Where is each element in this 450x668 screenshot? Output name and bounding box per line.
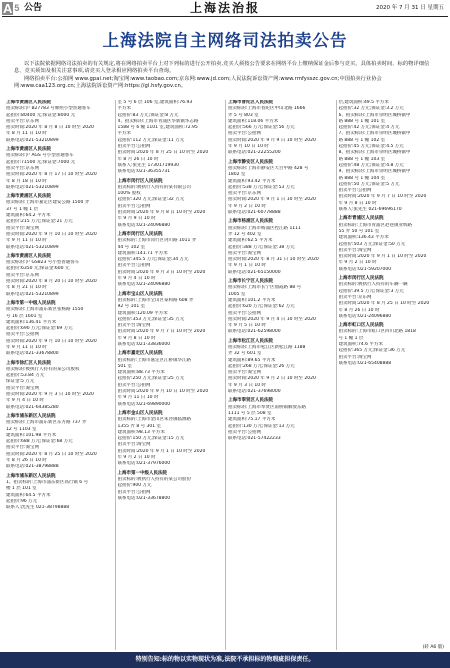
notice-line: 拍卖平台:京东网 — [6, 118, 40, 124]
page-letter: A — [3, 1, 13, 16]
notice-line: 路 888 号 1 幢 103 室 — [338, 156, 386, 162]
notice-line: 拍卖时间:2020 年 9 月 7 日 10 时至 2020 — [117, 329, 206, 335]
notice-line: 拍卖标的:上海市宝山区泰和路 608 弄 — [117, 297, 194, 303]
notice-columns — [4, 100, 446, 650]
notice-line: 楼 1 层 101 室 — [6, 486, 37, 492]
auction-notice — [6, 361, 113, 411]
auction-notice — [6, 474, 113, 512]
notice-line: 拍卖平台:公拍网 — [117, 382, 151, 388]
notice-line: 建筑面积:120.09 平方米 — [117, 310, 168, 316]
notice-line: 路 888 号 1 幢 102 室 — [338, 137, 386, 143]
notice-line: 拍卖平台:淘宝网 — [338, 354, 372, 360]
notice-line: 起拍价:690 万元;保证金:69 万元 — [6, 326, 73, 332]
notice-line: 拍卖标的:被执行人持有的车辆一辆 — [338, 282, 408, 288]
notice-line: 44 号 102 室 — [117, 244, 146, 250]
auction-notice — [118, 232, 224, 289]
notice-line: 拍卖标的:上海市嘉定区建安公路 1500 弄 — [6, 200, 90, 206]
court-name: 上海市第一中级人民法院 — [117, 470, 167, 476]
notice-line: 联系电话:021-65150000 — [228, 269, 281, 275]
auction-notice — [118, 100, 224, 176]
notice-line: 层,建筑面积:49.5 平方米 — [338, 100, 389, 105]
page-title: 上海法院自主网络司法拍卖公告 — [102, 31, 348, 50]
notice-line: 路 888 号 1 幢 104 室 — [338, 175, 386, 181]
notice-line: 建筑面积:64.5 平方米 — [6, 492, 51, 498]
notice-line: 起拍价:353 万元;保证金:35 万元 — [117, 316, 185, 322]
notice-line: 建筑面积:101.98 平方米 — [6, 432, 57, 438]
court-name: 上海市普陀区人民法院 — [228, 100, 273, 105]
notice-line: 1111 号 5 层 508 室 — [228, 410, 272, 416]
notice-line: 7、拍卖标的:上海市崇明区城桥镇中 — [338, 131, 411, 137]
notice-line: 起拍价:900 万元 — [117, 483, 152, 489]
notice-line: 起拍价:45 万元;保证金:4.5 万元 — [338, 144, 404, 150]
notice-line: 号 1 幢 1 层 — [338, 335, 364, 341]
notice-line: 年 9 月 10 日 10 时 — [228, 144, 269, 150]
court-name: 上海市青浦区人民法院 — [338, 216, 384, 222]
notice-line: 拍卖平台:公拍网 — [228, 310, 262, 316]
notice-line: 拍卖时间:2020 年 9 月 9 日 10 时至 2020 — [228, 137, 316, 143]
notice-line: 联系电话:021-64385280 — [6, 404, 59, 410]
notice-line: 起拍价:39.5 万元;保证金:3 万元 — [338, 288, 404, 294]
notice-line: 年 8 月 26 日 10 时 — [117, 156, 159, 162]
notice-line: 拍卖平台:京东网 — [6, 165, 40, 171]
notice-line: 年 9 月 8 日 10 时 — [338, 200, 377, 206]
notice-line: 拍卖标的:上海市静安区天目中路 428 号 — [228, 165, 309, 171]
auction-notice — [6, 301, 113, 358]
notice-line: 起拍价:96 万元 — [6, 498, 38, 504]
notice-line: 拍卖时间:2020 年 9 月 10 日 10 时至 2020 — [117, 389, 209, 395]
court-name: 上海市浦东新区人民法院 — [6, 473, 56, 479]
auction-notice — [228, 100, 334, 157]
notice-line: 拍卖时间:2020 年 9 月 3 日 10 时至 2020 — [117, 269, 206, 275]
notice-line: 起拍价:345.5 万元;保证金:34 万元 — [117, 257, 189, 263]
notice-line: 年 9 月 11 日 10 时 — [6, 238, 47, 244]
notice-line: 4、拍卖标的:上海市青浦区华新镇华志路 — [117, 118, 199, 124]
notice-line: 建筑面积:136.43 平方米 — [338, 235, 389, 241]
notice-line: 起拍价:83 万元;保证金:8 万元 — [117, 112, 179, 118]
notice-line: 9、拍卖标的:上海市崇明区城桥镇中 — [338, 169, 411, 175]
court-name: 上海市宝山区人民法院 — [117, 291, 163, 297]
notice-line: 建筑面积:118.06 平方米 — [228, 118, 279, 124]
notice-line: 12 号 1103 室 — [6, 426, 37, 432]
notice-line: 拍卖标的:被执行人持有的某公司股权 — [6, 366, 80, 372]
issue-date: 2020 年 7 月 31 日 星期五 — [376, 5, 444, 11]
footer-banner: 特别告知:标的物以实物现状为准,法院不承担标的物瑕疵担保责任。 — [0, 652, 450, 668]
notice-line: 拍卖平台:京东网 — [228, 191, 262, 197]
auction-notice — [118, 471, 224, 502]
notice-line: 联系电话:021-57422233 — [228, 436, 281, 442]
notice-line: 拍卖标的:上海市松江区新松江路 1188 — [228, 344, 306, 350]
court-name: 上海市杨浦区人民法院 — [228, 219, 273, 225]
notice-line: 起拍价:566 万元;保证金:56 万元 — [228, 125, 295, 131]
court-name: 上海市奉贤区人民法院 — [228, 398, 273, 404]
notice-line: 联系电话:021-24096880 — [338, 313, 392, 319]
court-name: 上海市虹口区人民法院 — [338, 323, 384, 329]
continuation-tag: (转 A6 版) — [422, 645, 444, 650]
notice-line: 起拍价:365 万元;保证金:36 万元 — [338, 348, 406, 354]
notice-line: 建筑面积:98.13 平方米 — [117, 429, 165, 435]
notice-line: 拍卖标的:被执行人持有的某公司股份 — [117, 476, 192, 482]
notice-line: 建筑面积:88.73 平方米 — [117, 370, 165, 376]
notice-line: 联系电话:021-60778888 — [228, 210, 281, 216]
notice-line: 拍卖时间:2020 年 8 月 31 日 10 时至 2020 — [228, 257, 319, 263]
notice-line: 联系人:沈先生 021-38798888 — [6, 505, 70, 511]
newspaper-masthead: 上海法治报 — [189, 1, 260, 15]
notice-line: 起拍价:250 万元;保证金:25 万元 — [117, 376, 185, 382]
notice-line: 拍卖时间:2020 年 9 月 8 日 10 时至 2020 — [117, 210, 206, 216]
auction-notice — [118, 179, 224, 229]
notice-line: 联系电话:021-24096880 — [117, 282, 171, 288]
notice-line: 联系电话:021-37698000 — [228, 389, 281, 395]
notice-line: 拍卖平台:公拍网 — [117, 203, 151, 209]
notice-line: 年 9 月 2 日 10 时 — [117, 455, 156, 461]
court-name: 上海市闵行区人民法院 — [117, 231, 163, 237]
notice-line: 年 9 月 11 日 10 时 — [117, 395, 159, 401]
notice-line: 拍卖标的:上海市浦东新区张杨路 1550 — [6, 307, 84, 313]
notice-line: 起拍价:130 万元;保证金:13 万元 — [228, 423, 295, 429]
notice-line: 起拍价:48 万元;保证金:4.8 万元 — [338, 162, 404, 168]
notice-line: 联系电话:021-33678800 — [6, 351, 59, 357]
notice-line: 拍卖时间:2020 年 8 月 25 日 10 时至 2020 — [6, 451, 97, 457]
notice-line: 37 号 1 幢 1 层 — [6, 206, 39, 212]
notice-line: 起拍价:112 万元;保证金:11 万元 — [117, 137, 185, 143]
notice-line: 拍卖标的:上海市浦东新区东方路 737 弄 — [6, 420, 87, 426]
auction-notice — [339, 323, 445, 367]
notice-line: 建筑面积:93.42 平方米 — [228, 178, 276, 184]
notice-line: 年 9 月 4 日 10 时 — [6, 398, 45, 404]
notice-line: 拍卖标的:沪 GS823 号小型普通客车 — [6, 260, 80, 266]
notice-line: 联系人:张先生 021-69696170 — [338, 207, 402, 213]
notice-line: 起拍价:503 万元;保证金:50 万元 — [338, 241, 406, 247]
notice-line: 联系电话:021-22255200 — [228, 150, 281, 156]
court-name: 上海市嘉定区人民法院 — [117, 351, 163, 357]
notice-line: 联系电话:021-36355731 — [117, 169, 171, 175]
notice-line: 起拍价:268 万元;保证金:26 万元 — [228, 363, 295, 369]
auction-notice — [118, 351, 224, 408]
auction-notice — [339, 276, 445, 320]
notice-line: 联系电话:021-53210899 — [6, 137, 59, 143]
notice-column — [4, 100, 115, 650]
notice-line: 建筑面积:101.2 平方米 — [228, 297, 276, 303]
notice-line: 起拍价:538 万元;保证金:53 万元 — [228, 184, 295, 190]
notice-line: 联系电话:021-53210899 — [6, 291, 59, 297]
auction-notice — [228, 160, 334, 217]
notice-line: 室 5 号 6 层 106 室,建筑面积:76.93 — [117, 100, 193, 105]
notice-line: 起拍价:80400 元;保证金:8000 元 — [6, 112, 76, 118]
auction-notice — [118, 411, 224, 468]
notice-line: 拍卖时间:2020 年 9 月 7 日 10 时至 2020 — [338, 194, 427, 200]
notice-line: 拍卖时间:2020 年 9 月 2 日 10 时至 2020 — [228, 376, 316, 382]
notice-line: 拍卖平台:公拍网 — [117, 489, 151, 495]
notice-line: 起拍价:32 万元;保证金:3.2 万元 — [338, 106, 404, 112]
notice-line: 建筑面积:62.5 平方米 — [228, 238, 273, 244]
notice-line: 联系电话:021-33678800 — [117, 495, 171, 501]
notice-line: 拍卖标的:上海市虹口区四川北路 1818 — [338, 329, 416, 335]
court-name: 上海市闵行区人民法院 — [338, 276, 384, 282]
intro-text — [14, 61, 436, 91]
notice-line: 55 弄 50 号 101 室 — [338, 228, 380, 234]
section-label: 公告 — [24, 3, 43, 13]
notice-line: 年 8 月 11 日 10 时 — [6, 131, 47, 137]
auction-notice — [118, 292, 224, 349]
court-name: 上海市长宁区人民法院 — [228, 279, 273, 285]
court-name: 上海市黄浦区人民法院 — [6, 147, 51, 153]
notice-line: 起拍价:620 万元;保证金:62 万元 — [228, 304, 295, 310]
notice-line: 92 号 101 室 — [117, 304, 146, 310]
notice-line: 拍卖时间:2020 年 8 月 25 日 10 时至 2020 — [338, 301, 430, 307]
notice-line: 1355 弄 8 号 301 室 — [117, 423, 162, 429]
notice-line: 起拍价:71500 元;保证金:7000 元 — [6, 159, 76, 165]
court-name: 上海市闵行区人民法院 — [117, 178, 163, 184]
notice-column — [336, 100, 447, 650]
notice-column — [115, 100, 226, 650]
notice-line: 拍卖平台:京东网 — [338, 294, 372, 300]
notice-line: 弄 32 号 601 室 — [228, 351, 262, 357]
notice-line: 100% 股权 — [117, 191, 141, 197]
notice-line: 起拍价:53.84 万元 — [6, 373, 45, 379]
notice-line: 年 8 月 21 日 10 时 — [6, 285, 47, 291]
notice-line: 拍卖平台:淘宝网 — [6, 225, 40, 231]
notice-line: 拍卖时间:2020 年 9 月 3 日 10 时至 2020 — [6, 392, 94, 398]
notice-line: 拍卖平台:公拍网 — [6, 332, 40, 338]
notice-line: 起拍价:688 万元;保证金:68 万元 — [6, 439, 73, 445]
notice-line: 建筑面积:64.2 平方米 — [6, 213, 51, 219]
notice-line: 拍卖平台:京东网 — [6, 272, 40, 278]
notice-line: 建筑面积:141.71 平方米 — [117, 250, 168, 256]
court-name: 上海市金山区人民法院 — [117, 410, 163, 416]
notice-line: 年 9 月 5 日 10 时 — [228, 323, 267, 329]
notice-line: 拍卖平台:淘宝网 — [228, 370, 262, 376]
notice-line: 拍卖时间:2020 年 9 月 4 日 10 时至 2020 — [228, 316, 316, 322]
notice-line: 联系电话:021-59207000 — [338, 266, 392, 272]
court-name: 上海市黄浦区人民法院 — [6, 100, 51, 105]
notice-line: 联系电话:021-53210899 — [6, 244, 59, 250]
notice-line: 拍卖平台:淘宝网 — [338, 247, 372, 253]
notice-line: 起拍价:6350 元;保证金:600 元 — [6, 266, 70, 272]
auction-notice — [6, 147, 113, 191]
notice-line: 拍卖标的:上海市闵行区剑川路 1011 弄 — [117, 238, 197, 244]
notice-line: 年 9 月 4 日 10 时 — [117, 276, 156, 282]
notice-line: 年 9 月 11 日 10 时 — [6, 344, 47, 350]
notice-line: 联系电话:021-33836000 — [117, 341, 171, 347]
notice-line: 拍卖标的:上海市青浦区赵巷镇业辉路 — [338, 222, 413, 228]
auction-notice — [339, 216, 445, 273]
notice-line: 弄 5 号 803 室 — [228, 112, 259, 118]
notice-line: 弄 12 号 402 室 — [228, 231, 262, 237]
notice-line: 拍卖标的:上海市奉贤区南桥镇解放东路 — [228, 404, 307, 410]
notice-line: 拍卖平台:公拍网 — [228, 131, 262, 137]
notice-line: 联系人:张先生 17301719930 — [117, 162, 179, 168]
notice-line: 拍卖时间:2020 年 9 月 10 日 10 时至 2020 — [6, 231, 97, 237]
notice-line: 拍卖时间:2020 年 8 月 17 日 10 时至 2020 — [6, 172, 97, 178]
notice-line: 拍卖标的:上海市普陀区中山北路 1666 — [228, 106, 306, 112]
notice-line: 拍卖标的:沪 B27783 号牌照小型普通客车 — [6, 106, 91, 112]
page-header — [0, 0, 450, 17]
court-name: 上海市松江区人民法院 — [228, 338, 273, 344]
notice-line: 年 8 月 26 日 10 时 — [338, 307, 380, 313]
notice-line: 年 8 月 26 日 10 时 — [6, 458, 47, 464]
header-rule — [2, 16, 448, 17]
notice-line: 联系电话:021-37976000 — [117, 461, 171, 467]
notice-line: 建筑面积:89.65 平方米 — [228, 357, 276, 363]
notice-line: 拍卖平台:淘宝网 — [117, 442, 151, 448]
notice-line: 年 9 月 8 日 10 时 — [117, 335, 156, 341]
notice-line: 拍卖标的:上海市金山区朱泾镇临源路 — [117, 417, 192, 423]
notice-line: 起拍价:50 万元;保证金:5 万元 — [338, 181, 400, 187]
intro-paragraph: 网络拍卖平台:公拍网 www.gpai.net;淘宝网:www.taobao.com;京东网:www.jd.com;人民法院诉讼资产网:www.rmfysszc.gov.cn;中国拍卖行业协会网:www.caa123.org.cn;上海法院诉讼资产网:https://gl.hsfy.gov.cn。 — [14, 75, 382, 90]
notice-line: 6、拍卖标的:上海市崇明区城桥镇中 — [338, 112, 411, 118]
notice-line: 拍卖时间:2020 年 8 月 8 日 10 时至 2020 — [6, 125, 94, 131]
notice-line: 1802 室 — [228, 172, 246, 178]
court-name: 上海市黄浦区人民法院 — [6, 194, 51, 200]
court-name: 上海市第一中级人民法院 — [6, 300, 56, 306]
notice-line: 8、拍卖标的:上海市崇明区城桥镇中 — [338, 150, 411, 156]
notice-line: 拍卖平台:淘宝网 — [6, 385, 40, 391]
notice-line: 拍卖标的:被执行人持有的某有限公司 — [117, 184, 192, 190]
notice-line: 501 室 — [117, 363, 133, 369]
notice-line: 拍卖标的:沪 AGS 号小型普通客车 — [6, 153, 74, 159]
notice-line: 年 9 月 9 日 10 时 — [117, 216, 156, 222]
auction-notice — [6, 194, 113, 251]
notice-line: 年 9 月 1 日 10 时 — [228, 263, 267, 269]
auction-notice — [228, 279, 334, 336]
notice-line: 拍卖平台:淘宝网 — [228, 250, 262, 256]
notice-line: 拍卖标的:上海市长宁区仙霞路 88 号 — [228, 285, 302, 291]
notice-line: 号 16 层 1601 室 — [6, 313, 43, 319]
auction-notice — [6, 414, 113, 471]
notice-line: 平方米 — [117, 131, 131, 137]
notice-line: 拍卖时间:2020 年 9 月 1 日 10 时至 2020 — [338, 254, 427, 260]
notice-line: 拍卖平台:公拍网 — [338, 188, 372, 194]
notice-line: 拍卖平台:公拍网 — [228, 429, 262, 435]
notice-line: 拍卖平台:淘宝网 — [117, 323, 151, 329]
notice-line: 起拍价:150 万元;保证金:15 万元 — [117, 436, 185, 442]
auction-notice — [6, 254, 113, 298]
notice-line: 联系电话:021-69890000 — [117, 401, 171, 407]
notice-line: 联系电话:021-65408888 — [338, 360, 392, 366]
court-name: 上海市浦东新区人民法院 — [6, 413, 56, 419]
notice-line: 拍卖标的:上海市杨浦区控江路 1111 — [228, 225, 301, 231]
notice-line: 1588 号 6 幢 1101 室,建筑面积:72.95 — [117, 125, 198, 131]
notice-line: 建筑面积:136.41 平方米 — [6, 319, 57, 325]
notice-line: 联系电话:021-53210899 — [6, 184, 59, 190]
auction-notice — [228, 398, 334, 442]
notice-line: 年 9 月 2 日 10 时 — [338, 260, 377, 266]
notice-line: 1005 室 — [228, 291, 246, 297]
notice-line: 联系电话:021-38798888 — [6, 464, 59, 470]
notice-line: 拍卖时间:2020 年 9 月 1 日 10 时至 2020 — [228, 197, 316, 203]
notice-line: 路 888 号 1 幢 101 室 — [338, 118, 386, 124]
notice-line: 拍卖时间:2020 年 8 月 25 日 10 时至 2020 — [117, 150, 209, 156]
notice-column — [225, 100, 336, 650]
intro-paragraph: 以下法院依据网络司法拍卖的有关规定,将在网络拍卖平台上对下列标的进行公开拍卖,竞买人须按公告要求在网络平台上缴纳保证金后参与竞买。具体拍卖时间、标的物详细信息、竞买须知及相关注意事项,请竞买人登录相应网络拍卖平台查询。 — [14, 61, 430, 75]
notice-line: 建筑面积:74.6 平方米 — [338, 341, 383, 347]
notice-line: 1、拍卖标的:上海市浦东新区高行镇 6 号 — [6, 479, 89, 485]
court-name: 上海市黄浦区人民法院 — [6, 253, 51, 259]
notice-line: 联系电话:021-62598000 — [228, 329, 281, 335]
auction-notice — [6, 100, 113, 144]
notice-line: 拍卖平台:公拍网 — [117, 263, 151, 269]
auction-notice — [228, 339, 334, 396]
notice-line: 拍卖时间:2020 年 9 月 1 日 10 时至 2020 — [117, 448, 206, 454]
notice-line: 拍卖平台:公拍网 — [117, 144, 151, 150]
notice-line: 起拍价:215 万元;保证金:21 万元 — [6, 219, 73, 225]
notice-line: 起拍价:388 万元;保证金:38 万元 — [228, 244, 295, 250]
notice-line: 联系电话:021-24096880 — [117, 222, 171, 228]
court-name: 上海市静安区人民法院 — [228, 159, 273, 165]
notice-line: 拍卖标的:上海市嘉定区江桥镇华江路 — [117, 357, 192, 363]
court-name: 上海市徐汇区人民法院 — [6, 360, 51, 366]
notice-line: 拍卖时间:2020 年 8 月 20 日 10 时至 2020 — [6, 279, 97, 285]
notice-line: 建筑面积:75.17 平方米 — [228, 417, 276, 423]
notice-line: 拍卖平台:淘宝网 — [6, 445, 40, 451]
notice-line: 年 9 月 3 日 10 时 — [228, 382, 267, 388]
notice-line: 起拍价:42 万元;保证金:4 万元 — [338, 125, 400, 131]
notice-line: 年 9 月 2 日 10 时 — [228, 203, 267, 209]
auction-notice — [228, 219, 334, 276]
notice-line: 起拍价:320 万元;保证金:32 万元 — [117, 197, 185, 203]
notice-line: 平方米 — [117, 106, 131, 112]
notice-line: 拍卖时间:2020 年 9 月 10 日 10 时至 2020 — [6, 338, 97, 344]
auction-notice — [339, 100, 445, 213]
page-number: 5 — [14, 3, 20, 13]
notice-line: 保证金:5 万元 — [6, 379, 35, 385]
notice-line: 年 8 月 18 日 10 时 — [6, 178, 47, 184]
